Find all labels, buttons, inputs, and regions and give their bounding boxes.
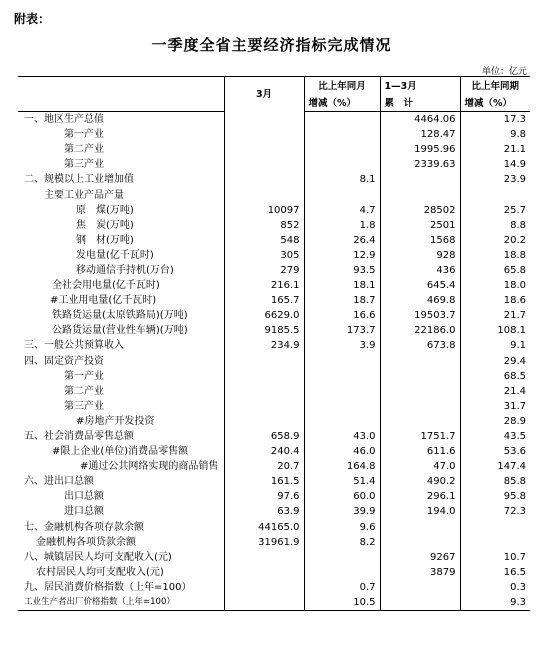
row-name: 二、规模以上工业增加值	[24, 174, 134, 186]
period-yoy-value: 10.7	[460, 550, 530, 565]
month-value	[224, 399, 304, 414]
period-yoy-value	[460, 187, 530, 202]
header-cumulative-unit: 累 计	[380, 95, 460, 112]
cumulative-value: 4464.06	[380, 112, 460, 128]
period-yoy-value: 108.1	[460, 323, 530, 338]
month-value: 305	[224, 248, 304, 263]
month-yoy-value: 8.2	[304, 535, 380, 550]
month-yoy-value: 8.1	[304, 172, 380, 187]
row-name: #限上企业(单位)消费品零售额	[52, 446, 189, 458]
cumulative-value: 490.2	[380, 474, 460, 489]
table-row	[18, 354, 530, 369]
table-row	[18, 157, 530, 172]
period-yoy-value: 21.1	[460, 142, 530, 157]
table-row	[18, 293, 530, 308]
cumulative-value	[380, 354, 460, 369]
month-yoy-value: 10.5	[304, 595, 380, 611]
month-yoy-value	[304, 354, 380, 369]
table-row	[18, 550, 530, 565]
period-yoy-value: 25.7	[460, 203, 530, 218]
period-yoy-value: 8.8	[460, 218, 530, 233]
table-row	[18, 233, 530, 248]
month-value	[224, 369, 304, 384]
month-value: 44165.0	[224, 520, 304, 535]
table-row	[18, 565, 530, 580]
month-yoy-value	[304, 112, 380, 128]
cumulative-value: 2339.63	[380, 157, 460, 172]
cumulative-value: 928	[380, 248, 460, 263]
month-yoy-value: 39.9	[304, 504, 380, 519]
cumulative-value	[380, 369, 460, 384]
month-yoy-value: 18.1	[304, 278, 380, 293]
period-yoy-value: 29.4	[460, 354, 530, 369]
month-yoy-value: 173.7	[304, 323, 380, 338]
month-value	[224, 595, 304, 611]
month-value: 10097	[224, 203, 304, 218]
month-yoy-value	[304, 399, 380, 414]
period-yoy-value: 9.1	[460, 338, 530, 353]
cumulative-value	[380, 172, 460, 187]
cumulative-value: 1568	[380, 233, 460, 248]
month-yoy-value: 46.0	[304, 444, 380, 459]
header-yoy-period-unit: 增减（%）	[460, 95, 530, 112]
period-yoy-value: 17.3	[460, 112, 530, 128]
row-name: #房地产开发投资	[76, 415, 155, 427]
row-name: #通过公共网络实现的商品销售	[80, 461, 219, 473]
month-yoy-value	[304, 157, 380, 172]
month-yoy-value	[304, 127, 380, 142]
month-yoy-value	[304, 565, 380, 580]
period-yoy-value	[460, 520, 530, 535]
month-value: 658.9	[224, 429, 304, 444]
month-yoy-value: 4.7	[304, 203, 380, 218]
table-row	[18, 172, 530, 187]
period-yoy-value: 72.3	[460, 504, 530, 519]
month-value	[224, 384, 304, 399]
month-value: 31961.9	[224, 535, 304, 550]
table-row	[18, 187, 530, 202]
row-name: 四、固定资产投资	[24, 355, 104, 367]
period-yoy-value: 20.2	[460, 233, 530, 248]
header-row	[18, 77, 530, 96]
indicators-table	[18, 76, 530, 611]
row-name: 七、金融机构各项存款余额	[24, 521, 144, 533]
header-name-cell-2	[18, 95, 224, 112]
row-name: 五、社会消费品零售总额	[24, 431, 134, 443]
period-yoy-value: 85.8	[460, 474, 530, 489]
period-yoy-value: 31.7	[460, 399, 530, 414]
period-yoy-value: 14.9	[460, 157, 530, 172]
month-value	[224, 550, 304, 565]
table-row	[18, 384, 530, 399]
row-name: 钢 材(万吨)	[76, 234, 134, 246]
table-row	[18, 429, 530, 444]
period-yoy-value: 16.5	[460, 565, 530, 580]
month-value: 852	[224, 218, 304, 233]
period-yoy-value: 18.6	[460, 293, 530, 308]
month-value: 234.9	[224, 338, 304, 353]
header-yoy-month: 比上年同月	[304, 77, 380, 96]
period-yoy-value: 43.5	[460, 429, 530, 444]
month-yoy-value: 93.5	[304, 263, 380, 278]
month-yoy-value: 16.6	[304, 308, 380, 323]
cumulative-value: 469.8	[380, 293, 460, 308]
row-name: 工业生产者出厂价格指数（上年=100）	[18, 595, 224, 611]
cumulative-value: 19503.7	[380, 308, 460, 323]
month-value	[224, 172, 304, 187]
cumulative-value: 47.0	[380, 459, 460, 474]
row-name: 铁路货运量(太原铁路局)(万吨)	[52, 310, 188, 322]
table-row	[18, 112, 530, 128]
cumulative-value	[380, 595, 460, 611]
table-row	[18, 535, 530, 550]
row-name: 原 煤(万吨)	[76, 204, 134, 216]
header-yoy-period: 比上年同期	[460, 77, 530, 96]
row-name: 公路货运量(营业性车辆)(万吨)	[52, 325, 188, 337]
table-row	[18, 323, 530, 338]
row-name: 第一产业	[64, 129, 104, 141]
month-yoy-value	[304, 369, 380, 384]
row-name: 六、进出口总额	[24, 476, 94, 488]
row-name: 金融机构各项贷款余额	[36, 536, 136, 548]
cumulative-value	[380, 535, 460, 550]
month-value	[224, 187, 304, 202]
table-row	[18, 474, 530, 489]
period-yoy-value: 23.9	[460, 172, 530, 187]
month-yoy-value	[304, 550, 380, 565]
month-value	[224, 414, 304, 429]
month-yoy-value	[304, 142, 380, 157]
table-row	[18, 263, 530, 278]
table-row	[18, 580, 530, 595]
month-yoy-value: 3.9	[304, 338, 380, 353]
month-value	[224, 354, 304, 369]
month-value: 161.5	[224, 474, 304, 489]
period-yoy-value: 28.9	[460, 414, 530, 429]
period-yoy-value: 0.3	[460, 580, 530, 595]
month-value	[224, 580, 304, 595]
attachment-label: 附表：	[14, 12, 51, 26]
row-name: 第二产业	[64, 385, 104, 397]
period-yoy-value: 53.6	[460, 444, 530, 459]
month-yoy-value: 60.0	[304, 489, 380, 504]
month-value	[224, 112, 304, 128]
table-row	[18, 278, 530, 293]
row-name: 九、居民消费价格指数（上年=100）	[24, 581, 192, 593]
cumulative-value: 436	[380, 263, 460, 278]
cumulative-value: 611.6	[380, 444, 460, 459]
period-yoy-value: 18.8	[460, 248, 530, 263]
period-yoy-value: 65.8	[460, 263, 530, 278]
cumulative-value	[380, 399, 460, 414]
table-row	[18, 203, 530, 218]
row-name: 全社会用电量(亿千瓦时)	[52, 280, 160, 292]
cumulative-value: 1995.96	[380, 142, 460, 157]
table-row	[18, 369, 530, 384]
table-row	[18, 520, 530, 535]
month-value: 9185.5	[224, 323, 304, 338]
table-row	[18, 142, 530, 157]
table-row	[18, 414, 530, 429]
page-title: 一季度全省主要经济指标完成情况	[151, 36, 392, 54]
period-yoy-value	[460, 535, 530, 550]
cumulative-value	[380, 187, 460, 202]
row-name: 移动通信手持机(万台)	[76, 264, 174, 276]
month-yoy-value: 12.9	[304, 248, 380, 263]
table-row	[18, 248, 530, 263]
table-row	[18, 218, 530, 233]
period-yoy-value: 68.5	[460, 369, 530, 384]
month-value: 279	[224, 263, 304, 278]
row-name: 农村居民人均可支配收入(元)	[36, 566, 164, 578]
period-yoy-value: 21.4	[460, 384, 530, 399]
cumulative-value: 296.1	[380, 489, 460, 504]
unit-label: 单位：亿元	[481, 67, 527, 77]
cumulative-value: 22186.0	[380, 323, 460, 338]
cumulative-value: 645.4	[380, 278, 460, 293]
table-row	[18, 308, 530, 323]
row-name: 第三产业	[64, 400, 104, 412]
table-row	[18, 127, 530, 142]
month-value	[224, 565, 304, 580]
row-name: 进口总额	[64, 506, 104, 518]
month-value: 240.4	[224, 444, 304, 459]
month-yoy-value: 1.8	[304, 218, 380, 233]
period-yoy-value: 147.4	[460, 459, 530, 474]
cumulative-value	[380, 384, 460, 399]
cumulative-value: 9267	[380, 550, 460, 565]
cumulative-value: 1751.7	[380, 429, 460, 444]
month-value: 548	[224, 233, 304, 248]
month-yoy-value	[304, 187, 380, 202]
month-yoy-value: 9.6	[304, 520, 380, 535]
cumulative-value	[380, 414, 460, 429]
period-yoy-value: 18.0	[460, 278, 530, 293]
table-row	[18, 399, 530, 414]
row-name: 一、地区生产总值	[24, 114, 104, 126]
row-name: 出口总额	[64, 491, 104, 503]
cumulative-value: 128.47	[380, 127, 460, 142]
table-row	[18, 504, 530, 519]
row-name: 焦 炭(万吨)	[76, 219, 134, 231]
header-month: 3月	[224, 77, 304, 112]
row-name: 第二产业	[64, 144, 104, 156]
month-value	[224, 157, 304, 172]
month-yoy-value: 26.4	[304, 233, 380, 248]
row-name: 主要工业产品产量	[44, 189, 124, 201]
month-value: 63.9	[224, 504, 304, 519]
month-value: 216.1	[224, 278, 304, 293]
month-yoy-value: 164.8	[304, 459, 380, 474]
month-value: 97.6	[224, 489, 304, 504]
table-row	[18, 459, 530, 474]
month-value: 20.7	[224, 459, 304, 474]
month-yoy-value: 0.7	[304, 580, 380, 595]
row-name: 三、一般公共预算收入	[24, 340, 124, 352]
table-row	[18, 444, 530, 459]
month-yoy-value: 18.7	[304, 293, 380, 308]
month-value: 6629.0	[224, 308, 304, 323]
cumulative-value: 3879	[380, 565, 460, 580]
cumulative-value: 194.0	[380, 504, 460, 519]
table-row	[18, 595, 530, 611]
period-yoy-value: 9.3	[460, 595, 530, 611]
row-name: 第三产业	[64, 159, 104, 171]
month-yoy-value: 43.0	[304, 429, 380, 444]
cumulative-value	[380, 520, 460, 535]
cumulative-value: 673.8	[380, 338, 460, 353]
cumulative-value: 28502	[380, 203, 460, 218]
header-yoy-month-unit: 增减（%）	[304, 95, 380, 112]
month-value	[224, 127, 304, 142]
row-name: 发电量(亿千瓦时)	[76, 249, 154, 261]
row-name: 第一产业	[64, 370, 104, 382]
header-cumulative: 1—3月	[380, 77, 460, 96]
month-yoy-value	[304, 414, 380, 429]
table-row	[18, 338, 530, 353]
period-yoy-value: 9.8	[460, 127, 530, 142]
row-name: #工业用电量(亿千瓦时)	[50, 295, 157, 307]
period-yoy-value: 21.7	[460, 308, 530, 323]
month-yoy-value	[304, 384, 380, 399]
month-value	[224, 142, 304, 157]
month-yoy-value: 51.4	[304, 474, 380, 489]
period-yoy-value: 95.8	[460, 489, 530, 504]
row-name: 八、城镇居民人均可支配收入(元)	[24, 551, 172, 563]
header-name-cell	[18, 77, 224, 96]
cumulative-value: 2501	[380, 218, 460, 233]
month-value: 165.7	[224, 293, 304, 308]
table-row	[18, 489, 530, 504]
cumulative-value	[380, 580, 460, 595]
